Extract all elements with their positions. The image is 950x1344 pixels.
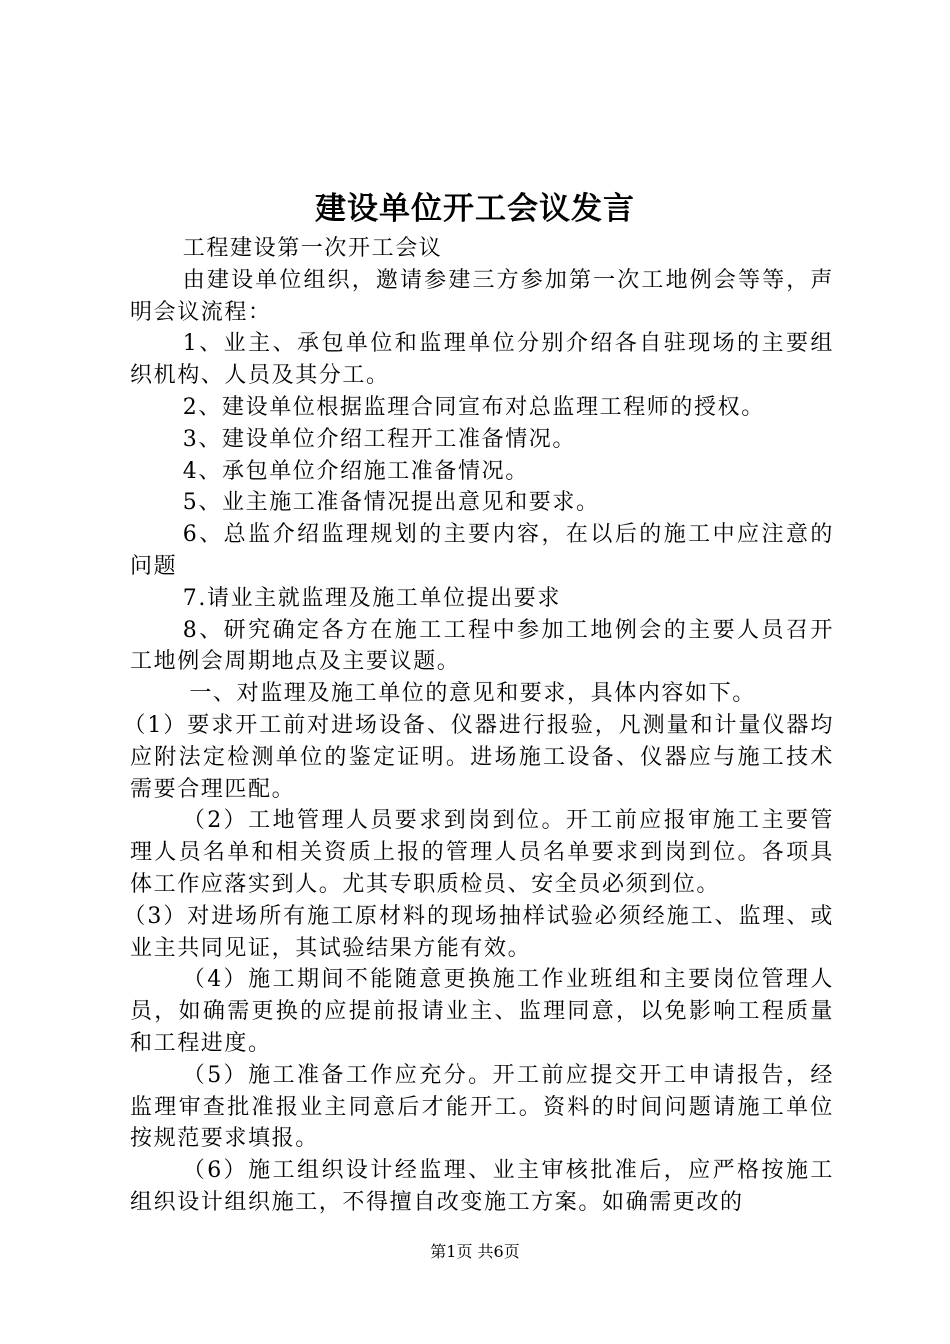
requirement-5: （5）施工准备工作应充分。开工前应提交开工申请报告，经监理审查批准报业主同意后才能开工。资料的时间问题请施工单位按规范要求填报。	[130, 1062, 834, 1152]
paragraph-intro: 由建设单位组织，邀请参建三方参加第一次工地例会等等，声明会议流程：	[130, 267, 834, 325]
requirement-1: （1）要求开工前对进场设备、仪器进行报验，凡测量和计量仪器均应附法定检测单位的鉴定证明。进场施工设备、仪器应与施工技术需要合理匹配。	[123, 712, 834, 802]
paragraph-item-7: 7.请业主就监理及施工单位提出要求	[182, 585, 561, 611]
page-footer: 第1页 共6页	[430, 1242, 520, 1261]
paragraph-item-4: 4、承包单位介绍施工准备情况。	[182, 458, 529, 484]
requirement-6: （6）施工组织设计经监理、业主审核批准后，应严格按施工组织设计组织施工，不得擅自改变施工方案。如确需更改的	[130, 1158, 834, 1215]
paragraph-item-1: 1、业主、承包单位和监理单位分别介绍各自驻现场的主要组织机构、人员及其分工。	[130, 331, 834, 389]
paragraph-meeting-heading: 工程建设第一次开工会议	[182, 236, 443, 261]
section-heading-1: 一、对监理及施工单位的意见和要求，具体内容如下。	[189, 681, 756, 707]
document-body	[123, 233, 834, 1219]
paragraph-item-5: 5、业主施工准备情况提出意见和要求。	[182, 490, 600, 516]
paragraph-item-8: 8、研究确定各方在施工工程中参加工地例会的主要人员召开工地例会周期地点及主要议题。	[130, 617, 834, 675]
paragraph-item-3: 3、建设单位介绍工程开工准备情况。	[182, 426, 576, 452]
paragraph-item-2: 2、建设单位根据监理合同宣布对总监理工程师的授权。	[182, 394, 765, 420]
requirement-3: （3）对进场所有施工原材料的现场抽样试验必须经施工、监理、或业主共同见证，其试验结果方能有效。	[123, 903, 834, 961]
requirement-4: （4）施工期间不能随意更换施工作业班组和主要岗位管理人员，如确需更换的应提前报请业主、监理同意，以免影响工程质量和工程进度。	[130, 967, 834, 1056]
requirement-2: （2）工地管理人员要求到岗到位。开工前应报审施工主要管理人员名单和相关资质上报的管理人员名单要求到岗到位。各项具体工作应落实到人。尤其专职质检员、安全员必须到位。	[130, 808, 834, 897]
document-title: 建设单位开工会议发言	[315, 191, 635, 227]
paragraph-item-6: 6、总监介绍监理规划的主要内容，在以后的施工中应注意的问题	[130, 522, 834, 579]
